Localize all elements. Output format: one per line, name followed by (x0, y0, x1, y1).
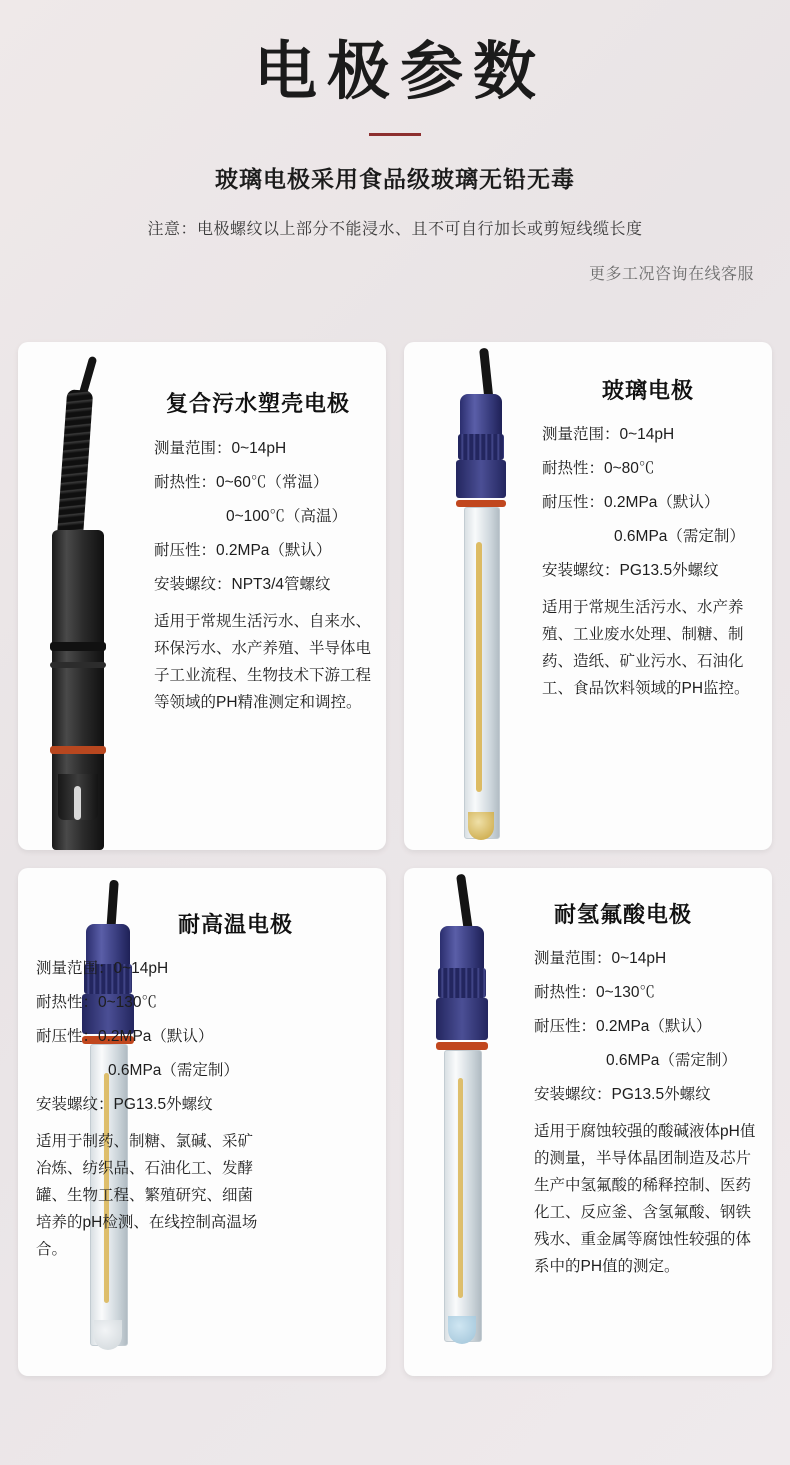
card-title: 玻璃电极 (602, 378, 695, 403)
spec-line: 安装螺纹：PG13.5外螺纹 (542, 562, 719, 580)
card-text (154, 436, 372, 716)
spec-line: 耐热性：0~80℃ (542, 460, 655, 478)
spec-line: 耐压性：0.2MPa（默认） (534, 1018, 712, 1036)
card-description: 适用于常规生活污水、自来水、环保污水、水产养殖、半导体电子工业流程、生物技术下游工程等领域的PH精准测定和调控。 (154, 612, 372, 711)
card-description: 适用于制药、制糖、氯碱、采矿冶炼、纺织品、石油化工、发酵罐、生物工程、繁殖研究、细菌培养的pH检测、在线控制高温场合。 (36, 1132, 258, 1259)
card-title: 耐氢氟酸电极 (554, 902, 693, 927)
probe-slot-icon (74, 786, 81, 820)
probe-bulb-icon (94, 1320, 122, 1350)
inner-electrode-icon (458, 1078, 463, 1298)
glass-tube-icon (464, 507, 500, 839)
spec-line: 测量范围：0~14pH (542, 426, 675, 443)
spec-line: 测量范围：0~14pH (154, 440, 287, 457)
electrode-card (18, 342, 386, 850)
page-title: 电极参数 (254, 37, 546, 107)
electrode-card-grid (18, 342, 772, 1376)
card-description: 适用于腐蚀较强的酸碱液体pH值的测量，半导体晶团制造及芯片生产中氢氟酸的稀释控制、医药化工、反应釜、含氢氟酸、钢铁残水、重金属等腐蚀性较强的体系中的PH值的测定。 (534, 1122, 756, 1276)
spec-line: 耐热性：0~130℃ (534, 984, 656, 1002)
service-hint: 更多工况咨询在线客服 (588, 266, 754, 284)
card-title: 复合污水塑壳电极 (166, 391, 351, 416)
card-text (542, 422, 764, 702)
spec-line: 耐热性：0~130℃ (36, 994, 158, 1012)
spec-line: 耐压性：0.2MPa（默认） (154, 542, 332, 560)
probe-oring-icon (456, 500, 506, 507)
cable-coil-icon (57, 389, 93, 540)
probe-ring-icon (50, 642, 106, 651)
cable-icon (456, 874, 473, 933)
spec-line: 测量范围：0~14pH (534, 950, 667, 967)
spec-line: 0.6MPa（需定制） (614, 528, 745, 546)
page-subtitle: 玻璃电极采用食品级玻璃无铅无毒 (215, 166, 575, 193)
title-divider (369, 133, 421, 136)
spec-line: 耐压性：0.2MPa（默认） (36, 1028, 214, 1046)
probe-nut-icon (436, 998, 488, 1040)
electrode-card (18, 868, 386, 1376)
page-header (0, 0, 790, 284)
electrode-card (404, 342, 772, 850)
spec-line: 安装螺纹：PG13.5外螺纹 (36, 1096, 213, 1114)
card-title: 耐高温电极 (178, 912, 294, 937)
spec-line: 0~100℃（高温） (226, 508, 348, 526)
usage-note: 注意：电极螺纹以上部分不能浸水、且不可自行加长或剪短线缆长度 (147, 221, 643, 239)
probe-grip-icon (458, 434, 504, 460)
inner-electrode-icon (476, 542, 482, 792)
spec-line: 0.6MPa（需定制） (108, 1062, 239, 1080)
card-text (534, 946, 762, 1280)
spec-line: 安装螺纹：PG13.5外螺纹 (534, 1086, 711, 1104)
probe-bulb-icon (468, 812, 494, 840)
spec-line: 耐压性：0.2MPa（默认） (542, 494, 720, 512)
probe-bulb-icon (448, 1316, 476, 1344)
probe-oring-icon (436, 1042, 488, 1050)
probe-ring-icon (50, 662, 106, 668)
probe-oring-icon (50, 746, 106, 754)
card-description: 适用于常规生活污水、水产养殖、工业废水处理、制糖、制药、造纸、矿业污水、石油化工、食品饮料领域的PH监控。 (542, 598, 750, 697)
probe-grip-icon (438, 968, 486, 998)
spec-line: 安装螺纹：NPT3/4管螺纹 (154, 576, 331, 594)
glass-tube-icon (444, 1050, 482, 1342)
spec-line: 耐热性：0~60℃（常温） (154, 474, 329, 492)
spec-line: 0.6MPa（需定制） (606, 1052, 737, 1070)
card-text (36, 956, 268, 1263)
probe-nut-icon (456, 460, 506, 498)
spec-line: 测量范围：0~14pH (36, 960, 169, 977)
electrode-card (404, 868, 772, 1376)
